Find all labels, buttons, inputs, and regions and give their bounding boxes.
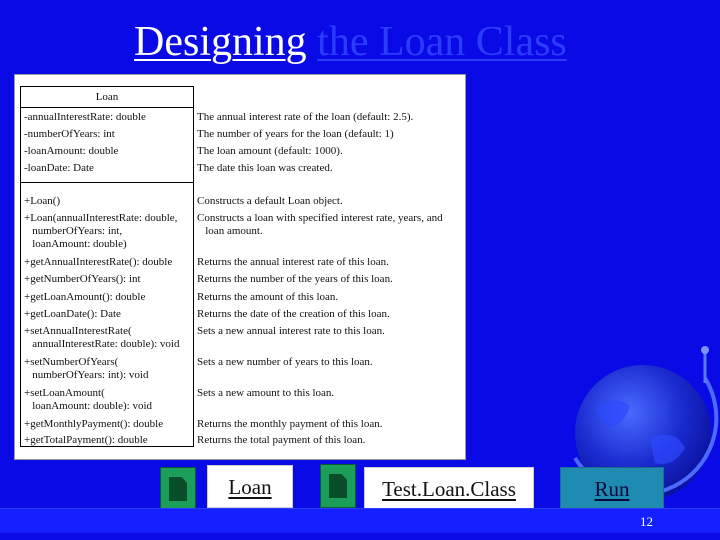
uml-attribute: -numberOfYears: int	[24, 128, 115, 140]
title-link-loan-class[interactable]: the Loan Class	[317, 19, 567, 65]
uml-class-box	[20, 86, 194, 447]
uml-description: Returns the monthly payment of this loan.	[197, 418, 383, 430]
uml-description: Returns the annual interest rate of this loan.	[197, 256, 389, 268]
document-icon[interactable]	[320, 464, 356, 508]
uml-attribute: -loanAmount: double	[24, 145, 119, 157]
slide-title	[134, 18, 567, 66]
uml-method: numberOfYears: int,	[24, 225, 123, 237]
uml-class-name: Loan	[21, 87, 193, 108]
uml-method: +getAnnualInterestRate(): double	[24, 256, 173, 268]
uml-description: The date this loan was created.	[197, 162, 333, 174]
uml-description: The number of years for the loan (default: 1)	[197, 128, 394, 140]
uml-description: Returns the date of the creation of this loan.	[197, 308, 390, 320]
uml-method: +getMonthlyPayment(): double	[24, 418, 164, 430]
uml-method: +setLoanAmount(	[24, 387, 105, 399]
loan-link-button[interactable]: Loan	[207, 465, 293, 508]
uml-method: +getTotalPayment(): double	[24, 434, 148, 446]
uml-description: Returns the total payment of this loan.	[197, 434, 366, 446]
title-link-designing[interactable]: Designing	[134, 19, 307, 65]
uml-description: Returns the number of the years of this loan.	[197, 273, 393, 285]
uml-method: numberOfYears: int): void	[24, 369, 149, 381]
document-icon[interactable]	[160, 467, 196, 511]
uml-method: +setAnnualInterestRate(	[24, 325, 132, 337]
uml-description: Sets a new number of years to this loan.	[197, 356, 373, 368]
uml-method: loanAmount: double): void	[24, 400, 153, 412]
uml-description: Constructs a loan with specified interest rate, years, and	[197, 212, 443, 224]
footer-band	[0, 508, 720, 533]
uml-method: +getLoanDate(): Date	[24, 308, 121, 320]
uml-description: Returns the amount of this loan.	[197, 291, 339, 303]
uml-method: +getNumberOfYears(): int	[24, 273, 141, 285]
uml-attribute: -loanDate: Date	[24, 162, 94, 174]
uml-method: +getLoanAmount(): double	[24, 291, 146, 303]
uml-attribute: -annualInterestRate: double	[24, 111, 146, 123]
uml-method: +Loan(annualInterestRate: double,	[24, 212, 178, 224]
uml-description: loan amount.	[197, 225, 263, 237]
test-loan-class-link-button[interactable]: Test.Loan.Class	[364, 467, 534, 510]
uml-method: +setNumberOfYears(	[24, 356, 119, 368]
uml-description: The loan amount (default: 1000).	[197, 145, 343, 157]
uml-description: Sets a new amount to this loan.	[197, 387, 335, 399]
uml-description: Constructs a default Loan object.	[197, 195, 343, 207]
uml-method: annualInterestRate: double): void	[24, 338, 180, 350]
uml-description: The annual interest rate of the loan (default: 2.5).	[197, 111, 414, 123]
uml-section-divider	[20, 182, 194, 183]
run-button[interactable]: Run	[560, 467, 664, 510]
uml-class-diagram	[14, 74, 466, 460]
page-number: 12	[640, 514, 653, 529]
uml-description: Sets a new annual interest rate to this loan.	[197, 325, 385, 337]
uml-method: loanAmount: double)	[24, 238, 127, 250]
uml-method: +Loan()	[24, 195, 61, 207]
